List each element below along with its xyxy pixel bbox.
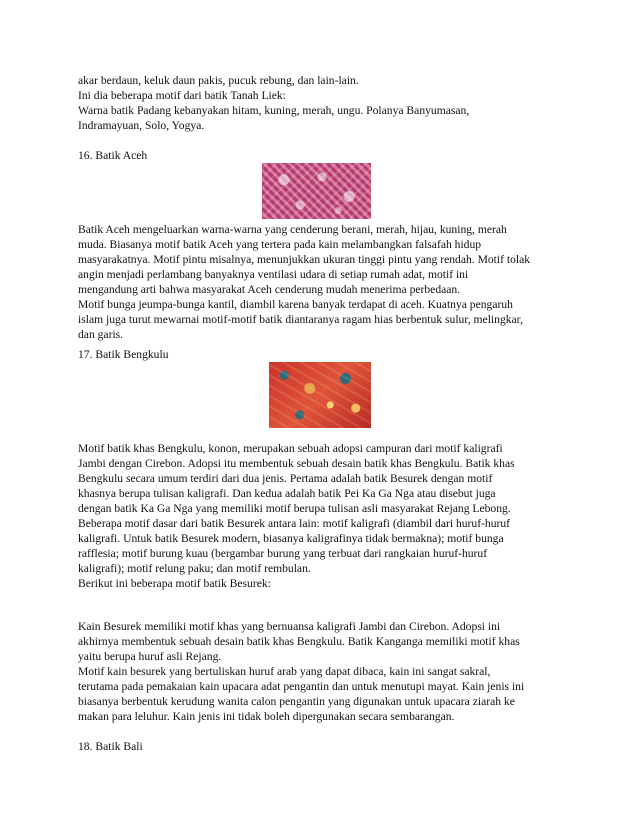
paragraph-line: mengandung arti bahwa masyarakat Aceh cenderung mudah menerima perbedaan. xyxy=(78,283,461,296)
section-heading-aceh: 16. Batik Aceh xyxy=(78,149,148,162)
paragraph-line: Indramayuan, Solo, Yogya. xyxy=(78,119,205,132)
paragraph-line: dengan batik Ka Ga Nga yang memiliki motif berupa tulisan asli masyarakat Rejang Lebong. xyxy=(78,502,511,515)
paragraph-line: Jambi dengan Cirebon. Adopsi itu membentuk sebuah desain batik khas Bengkulu. Batik khas xyxy=(78,457,515,470)
paragraph-line: islam juga turut mewarnai motif-motif batik diantaranya ragam hias berbentuk sulur, melingkar, xyxy=(78,313,523,326)
batik-aceh-image xyxy=(262,163,371,219)
batik-bengkulu-image xyxy=(269,362,371,428)
paragraph-line: biasanya berbentuk kerudung wanita calon pengantin yang digunakan untuk upacara ziarah ke xyxy=(78,695,515,708)
section-heading-bengkulu: 17. Batik Bengkulu xyxy=(78,348,169,361)
paragraph-line: akar berdaun, keluk daun pakis, pucuk rebung, dan lain-lain. xyxy=(78,74,359,87)
paragraph-line: kaligrafi. Untuk batik Besurek modern, biasanya kaligrafinya tidak bermakna); motif bunga xyxy=(78,532,504,545)
paragraph-line: yaitu berupa huruf asli Rejang. xyxy=(78,650,222,663)
paragraph-line: kaligrafi); motif relung paku; dan motif rembulan. xyxy=(78,562,311,575)
paragraph-line: Batik Aceh mengeluarkan warna-warna yang cenderung berani, merah, hijau, kuning, merah xyxy=(78,223,507,236)
paragraph-line: khasnya berupa tulisan kaligrafi. Dan kedua adalah batik Pei Ka Ga Nga atau disebut juga xyxy=(78,487,496,500)
paragraph-line: makan para leluhur. Kain jenis ini tidak boleh dipergunakan secara sembarangan. xyxy=(78,710,455,723)
paragraph-line: akhirnya membentuk sebuah desain batik khas Bengkulu. Batik Kanganga memiliki motif khas xyxy=(78,635,520,648)
paragraph-line: Berikut ini beberapa motif batik Besurek: xyxy=(78,577,271,590)
paragraph-line: Motif batik khas Bengkulu, konon, merupakan sebuah adopsi campuran dari motif kaligrafi xyxy=(78,442,503,455)
paragraph-line: rafflesia; motif burung kuau (bergambar burung yang terbuat dari rangkaian huruf-huruf xyxy=(78,547,488,560)
section-heading-bali: 18. Batik Bali xyxy=(78,740,143,753)
paragraph-line: angin menjadi perlambang banyaknya ventilasi udara di setiap rumah adat, motif ini xyxy=(78,268,469,281)
paragraph-line: Motif bunga jeumpa-bunga kantil, diambil karena banyak terdapat di aceh. Kuatnya pengaruh xyxy=(78,298,513,311)
paragraph-line: masyarakatnya. Motif pintu misalnya, menunjukkan ukuran tinggi pintu yang rendah. Motif tolak xyxy=(78,253,531,266)
paragraph-line: Kain Besurek memiliki motif khas yang bernuansa kaligrafi Jambi dan Cirebon. Adopsi ini xyxy=(78,620,501,633)
paragraph-line: Bengkulu secara umum terdiri dari dua jenis. Pertama adalah batik Besurek dengan motif xyxy=(78,472,493,485)
paragraph-line: dan garis. xyxy=(78,328,124,341)
paragraph-line: muda. Biasanya motif batik Aceh yang tertera pada kain melambangkan falsafah hidup xyxy=(78,238,482,251)
paragraph-line: Motif kain besurek yang bertuliskan huruf arab yang dapat dibaca, kain ini sangat sakral, xyxy=(78,665,491,678)
paragraph-line: terutama pada pemakaian kain upacara adat pengantin dan untuk menutupi mayat. Kain jenis ini xyxy=(78,680,525,693)
paragraph-line: Ini dia beberapa motif dari batik Tanah Liek: xyxy=(78,89,286,102)
paragraph-line: Beberapa motif dasar dari batik Besurek antara lain: motif kaligrafi (diambil dari huruf-huruf xyxy=(78,517,511,530)
paragraph-line: Warna batik Padang kebanyakan hitam, kuning, merah, ungu. Polanya Banyumasan, xyxy=(78,104,470,117)
